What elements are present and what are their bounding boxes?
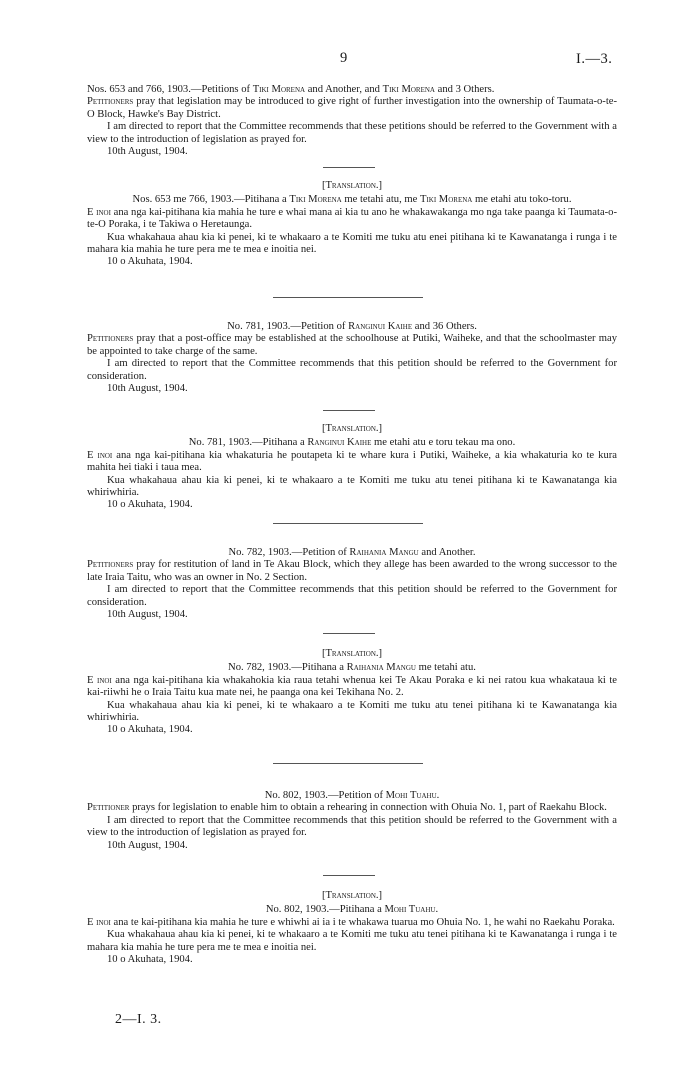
section-divider-short (323, 633, 375, 634)
committee-report: Kua whakahaua ahau kia ki penei, ki te whakaaro a te Komiti me tuku atu tenei pitihana ki te Kawanatanga kia whiriwhiria. (87, 699, 617, 724)
committee-report: I am directed to report that the Committee recommends that this petition should be referred to the Government for consideration. (87, 584, 617, 608)
petition-prayer: E inoi ana te kai-pitihana kia mahia he ture e whiwhi ai ia i te whakawa tuarua mo Ohuia No. 1, he wahi no Raekahu Poraka. (87, 916, 615, 928)
translation-label: [Translation.] (321, 180, 383, 191)
petition-prayer: E inoi ana nga kai-pitihana kia mahia he ture e whai mana ai kia tu ano he whakawakanga mo nga take paanga ki Taumata-o-te-O Poraka, i te Takiwa o Heretaunga. (87, 206, 617, 231)
report-date: 10 o Akuhata, 1904. (107, 499, 193, 511)
petition-heading: No. 782, 1903.—Petition of Raihania Mangu and Another. (228, 547, 476, 558)
translation-label: [Translation.] (321, 890, 383, 901)
translation-label: [Translation.] (321, 423, 383, 434)
committee-report: I am directed to report that the Committee recommends that these petitions should be referred to the Government with a view to the introduction of legislation as prayed for. (87, 121, 617, 145)
petition-782-english (87, 547, 617, 621)
paper-reference: I.—3. (576, 51, 613, 67)
petition-802-translation (87, 890, 617, 966)
report-date: 10th August, 1904. (107, 383, 188, 395)
report-date: 10 o Akuhata, 1904. (107, 256, 193, 268)
petition-heading: No. 802, 1903.—Pitihana a Mohi Tuahu. (265, 904, 439, 916)
section-divider-short (323, 410, 375, 411)
petition-prayer: E inoi ana nga kai-pitihana kia whakaturia he poutapeta ki te whare kura i Putiki, Waiheke, a kia whakaturia ko te kura mahita hei tiaki i taua mea. (87, 449, 617, 474)
petition-heading: No. 781, 1903.—Pitihana a Ranginui Kaihe me etahi atu e toru tekau ma ono. (188, 437, 516, 449)
petition-782-translation (87, 648, 617, 737)
translation-label: [Translation.] (321, 648, 383, 659)
petition-653-766-english (87, 84, 617, 158)
petition-heading: No. 782, 1903.—Pitihana a Raihania Mangu me tetahi atu. (228, 662, 476, 674)
committee-report: I am directed to report that the Committee recommends that this petition should be referred to the Government for consideration. (87, 358, 617, 382)
signature-mark: 2—I. 3. (115, 1012, 162, 1027)
committee-report: Kua whakahaua ahau kia ki penei, ki te whakaaro a te Komiti me tuku atu enei pitihana ki te Kawanatanga i runga i te mahara kia mahia he ture pera me te mea e inoitia nei. (87, 231, 617, 256)
section-divider-short (323, 875, 375, 876)
petition-781-translation (87, 423, 617, 512)
petition-802-english (87, 790, 617, 852)
committee-report: Kua whakahaua ahau kia ki penei, ki te whakaaro a te Komiti me tuku atu tenei pitihana ki te Kawanatanga i runga i te mahara kia mahia he ture pera me te mea e inoitia nei. (87, 929, 617, 953)
section-divider-long (273, 523, 423, 524)
petition-prayer: Petitioners pray that a post-office may be established at the schoolhouse at Putiki, Waiheke, and that the schoolmaster may be appointed to take charge of the same. (87, 333, 617, 357)
petition-prayer: Petitioner prays for legislation to enable him to obtain a rehearing in connection with Ohuia No. 1, part of Raekahu Block. (87, 802, 607, 814)
report-date: 10th August, 1904. (107, 839, 188, 851)
petition-prayer: Petitioners pray for restitution of land in Te Akau Block, which they allege has been awarded to the wrong successor to the late Iraia Taitu, who was an owner in No. 2 Section. (87, 559, 617, 583)
petition-781-english (87, 321, 617, 395)
petition-heading: Nos. 653 me 766, 1903.—Pitihana a Tiki Morena me tetahi atu, me Tiki Morena me etahi atu toko-toru. (132, 194, 572, 206)
section-divider-long (273, 297, 423, 298)
petition-prayer: Petitioners pray that legislation may be introduced to give right of further investigation into the ownership of Taumata-o-te-O Block, Hawke's Bay District. (87, 96, 617, 120)
committee-report: I am directed to report that the Committee recommends that this petition should be referred to the Government with a view to the introduction of legislation as prayed for. (87, 814, 617, 839)
report-date: 10 o Akuhata, 1904. (107, 724, 193, 736)
report-date: 10 o Akuhata, 1904. (107, 954, 193, 966)
petition-653-766-translation (87, 180, 617, 269)
petition-prayer: E inoi ana nga kai-pitihana kia whakahokia kia raua tetahi whenua kei Te Akau Poraka e ki nei ratou kua whakataua ki te kai-riiwhi he o Iraia Taitu kua mate nei, he paanga ona kei Tekihana No. 2. (87, 674, 617, 699)
committee-report: Kua whakahaua ahau kia ki penei, ki te whakaaro a te Komiti me tuku atu tenei pitihana ki te Kawanatanga kia whiriwhiria. (87, 474, 617, 499)
section-divider-short (323, 167, 375, 168)
report-date: 10th August, 1904. (107, 609, 188, 621)
report-date: 10th August, 1904. (107, 146, 188, 158)
section-divider-long (273, 763, 423, 764)
petition-heading: No. 781, 1903.—Petition of Ranginui Kaihe and 36 Others. (227, 321, 477, 332)
petition-heading: Nos. 653 and 766, 1903.—Petitions of Tiki Morena and Another, and Tiki Morena and 3 Others. (87, 84, 495, 95)
page-number: 9 (340, 50, 348, 66)
petition-heading: No. 802, 1903.—Petition of Mohi Tuahu. (264, 790, 440, 801)
